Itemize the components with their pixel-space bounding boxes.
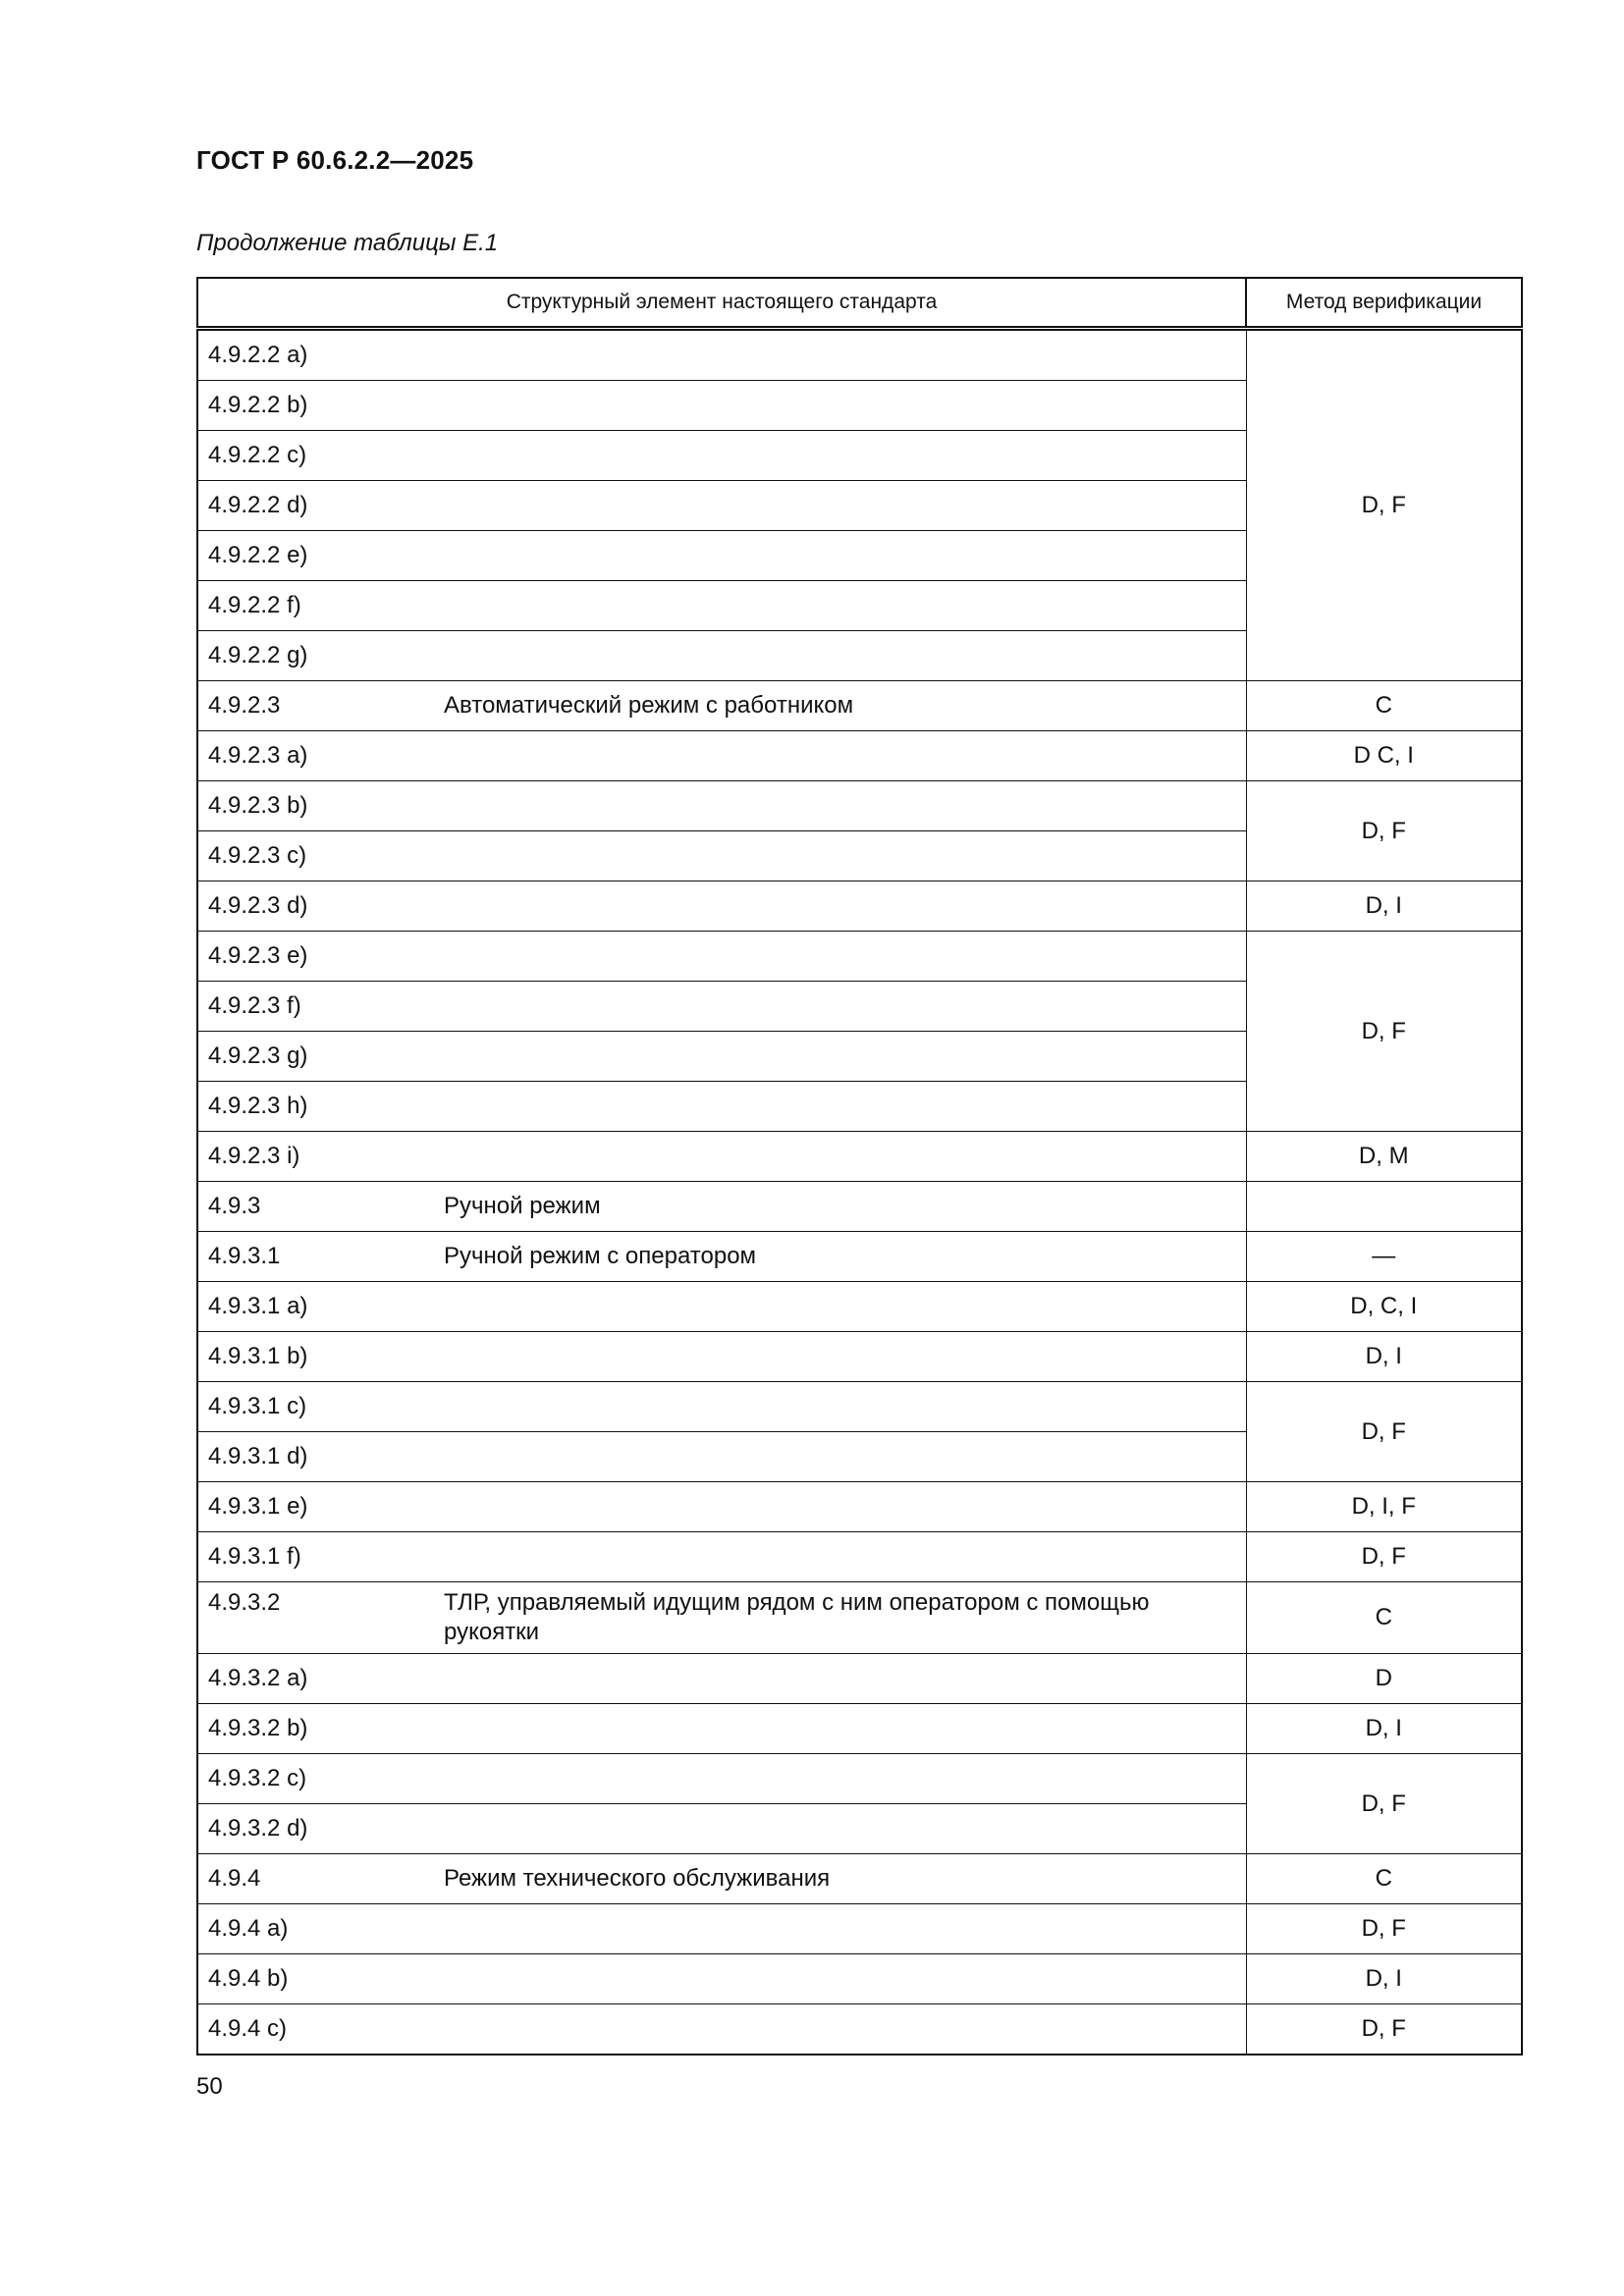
method-cell: D, F [1246, 2004, 1522, 2056]
table-row [197, 731, 1522, 781]
table-row [197, 1854, 1522, 1904]
clause-number: 4.9.3.1 e) [208, 1493, 308, 1520]
structural-cell [197, 531, 1246, 581]
structural-cell [197, 1332, 1246, 1382]
structural-cell [197, 1432, 1246, 1482]
structural-cell [197, 1082, 1246, 1132]
structural-cell [197, 1182, 1246, 1232]
structural-cell [197, 631, 1246, 681]
table-row [197, 1282, 1522, 1332]
clause-number: 4.9.2.3 d) [208, 892, 308, 919]
clause-number: 4.9.3.2 [208, 1589, 281, 1616]
structural-cell [197, 1582, 1246, 1654]
structural-cell [197, 982, 1246, 1032]
table-row [197, 1382, 1522, 1432]
method-cell: C [1246, 1582, 1522, 1654]
clause-number: 4.9.3.2 b) [208, 1715, 308, 1741]
clause-number: 4.9.2.3 a) [208, 742, 308, 769]
clause-number: 4.9.2.3 f) [208, 992, 301, 1019]
document-header: ГОСТ Р 60.6.2.2—2025 [196, 145, 474, 175]
clause-number: 4.9.3.2 c) [208, 1765, 307, 1791]
method-cell: D, F [1246, 1532, 1522, 1582]
structural-cell [197, 1532, 1246, 1582]
table-row [197, 1232, 1522, 1282]
structural-cell [197, 381, 1246, 431]
method-cell: D, F [1246, 1754, 1522, 1854]
clause-title: Ручной режим с оператором [444, 1243, 757, 1269]
structural-cell [197, 1954, 1246, 2004]
method-cell: D, C, I [1246, 1282, 1522, 1332]
verification-table [196, 277, 1523, 2056]
structural-cell [197, 1654, 1246, 1704]
structural-cell [197, 1754, 1246, 1804]
structural-cell [197, 1804, 1246, 1854]
structural-cell [197, 831, 1246, 881]
table-row [197, 1132, 1522, 1182]
structural-cell [197, 1282, 1246, 1332]
structural-cell [197, 881, 1246, 932]
method-cell: C [1246, 681, 1522, 731]
method-cell: C [1246, 1854, 1522, 1904]
table-row [197, 932, 1522, 982]
clause-number: 4.9.3 [208, 1193, 261, 1219]
table-row [197, 2004, 1522, 2056]
table-row [197, 1704, 1522, 1754]
table-row [197, 1182, 1522, 1232]
clause-number: 4.9.3.1 d) [208, 1443, 308, 1469]
method-cell: D, I [1246, 881, 1522, 932]
structural-cell [197, 1132, 1246, 1182]
clause-number: 4.9.2.3 h) [208, 1093, 308, 1119]
clause-number: 4.9.4 a) [208, 1915, 289, 1942]
structural-cell [197, 481, 1246, 531]
table-row [197, 681, 1522, 731]
table-row [197, 1582, 1522, 1654]
table-row [197, 1482, 1522, 1532]
method-cell: D, M [1246, 1132, 1522, 1182]
clause-title: Ручной режим [444, 1193, 601, 1219]
structural-cell [197, 932, 1246, 982]
clause-number: 4.9.2.2 d) [208, 492, 308, 518]
clause-number: 4.9.4 c) [208, 2015, 288, 2042]
structural-cell [197, 1704, 1246, 1754]
page-number: 50 [196, 2073, 223, 2100]
clause-number: 4.9.2.2 e) [208, 542, 308, 568]
structural-cell [197, 1232, 1246, 1282]
structural-cell [197, 1482, 1246, 1532]
method-cell [1246, 1182, 1522, 1232]
clause-number: 4.9.2.3 b) [208, 792, 308, 819]
table-body [197, 329, 1522, 2056]
clause-number: 4.9.3.1 c) [208, 1393, 307, 1419]
structural-cell [197, 1904, 1246, 1954]
method-cell: D C, I [1246, 731, 1522, 781]
table-head [197, 278, 1522, 329]
clause-number: 4.9.2.2 a) [208, 342, 308, 368]
clause-number: 4.9.3.1 b) [208, 1343, 308, 1369]
clause-number: 4.9.2.2 c) [208, 442, 307, 468]
structural-cell [197, 431, 1246, 481]
table-row [197, 1754, 1522, 1804]
method-cell: — [1246, 1232, 1522, 1282]
column-header-structural: Структурный элемент настоящего стандарта [197, 278, 1246, 329]
method-cell: D, F [1246, 781, 1522, 881]
method-cell: D, I [1246, 1332, 1522, 1382]
method-cell: D, F [1246, 1904, 1522, 1954]
table-row [197, 781, 1522, 831]
clause-title: Автоматический режим с работником [444, 692, 854, 719]
method-cell: D, I [1246, 1954, 1522, 2004]
table-row [197, 881, 1522, 932]
clause-number: 4.9.2.2 g) [208, 642, 308, 668]
table-row [197, 1904, 1522, 1954]
table-row [197, 1654, 1522, 1704]
structural-cell [197, 581, 1246, 631]
method-cell: D, F [1246, 1382, 1522, 1482]
structural-cell [197, 1032, 1246, 1082]
table-row [197, 1332, 1522, 1382]
clause-number: 4.9.2.2 b) [208, 392, 308, 418]
structural-cell [197, 1382, 1246, 1432]
structural-cell [197, 2004, 1246, 2056]
method-cell: D, F [1246, 932, 1522, 1132]
method-cell: D, I, F [1246, 1482, 1522, 1532]
clause-number: 4.9.2.3 i) [208, 1143, 300, 1169]
column-header-method: Метод верификации [1246, 278, 1522, 329]
table-header-row [197, 278, 1522, 329]
structural-cell [197, 731, 1246, 781]
structural-cell [197, 781, 1246, 831]
method-cell: D, F [1246, 329, 1522, 681]
clause-number: 4.9.3.1 [208, 1243, 281, 1269]
method-cell: D [1246, 1654, 1522, 1704]
clause-number: 4.9.4 b) [208, 1965, 289, 1992]
table-row [197, 1532, 1522, 1582]
clause-number: 4.9.4 [208, 1865, 261, 1892]
method-cell: D, I [1246, 1704, 1522, 1754]
clause-number: 4.9.2.3 [208, 692, 281, 719]
structural-cell [197, 1854, 1246, 1904]
clause-number: 4.9.2.3 c) [208, 842, 307, 869]
structural-cell [197, 681, 1246, 731]
clause-number: 4.9.3.1 f) [208, 1543, 301, 1570]
clause-title: Режим технического обслуживания [444, 1865, 831, 1892]
clause-number: 4.9.2.3 e) [208, 942, 308, 969]
table-row [197, 329, 1522, 381]
table-row [197, 1954, 1522, 2004]
clause-number: 4.9.3.2 a) [208, 1665, 308, 1691]
table-caption: Продолжение таблицы Е.1 [196, 230, 499, 256]
clause-number: 4.9.3.1 a) [208, 1293, 308, 1319]
clause-number: 4.9.2.3 g) [208, 1042, 308, 1069]
clause-number: 4.9.3.2 d) [208, 1815, 308, 1842]
clause-title: ТЛР, управляемый идущим рядом с ним оператором с помощью рукоятки [444, 1589, 1150, 1645]
clause-number: 4.9.2.2 f) [208, 592, 301, 618]
structural-cell [197, 329, 1246, 381]
